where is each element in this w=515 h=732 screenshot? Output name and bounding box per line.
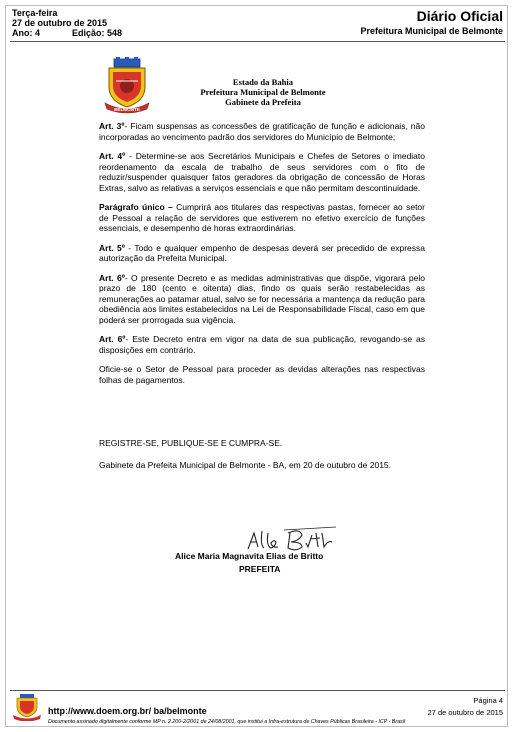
belmonte-crest-small-icon	[11, 693, 43, 721]
article-paragraph	[99, 121, 425, 142]
site-link[interactable]: http://www.doem.org.br/ ba/belmonte	[48, 706, 207, 716]
footer-divider	[10, 690, 505, 691]
article-label: Art. 6º	[99, 334, 126, 344]
article-text: - Este Decreto entra em vigor na data de sua publicação, revogando-se as disposições em contrário.	[99, 334, 425, 355]
article-text: Cumprirá aos titulares das respectivas pastas, fornecer ao setor de Pessoal a relação de servidores que estiverem no efetivo exercício de funções essenciais, e desempenho de horas extraordinárias.	[99, 202, 425, 233]
issue-year: Ano: 4	[12, 28, 40, 38]
oficie-paragraph: Oficie-se o Setor de Pessoal para proceder as devidas alterações nas respectivas folhas de pagamentos.	[99, 364, 425, 385]
gabinete-line: Gabinete da Prefeita Municipal de Belmonte - BA, em 20 de outubro de 2015.	[99, 460, 392, 470]
article-label: Parágrafo único –	[99, 202, 173, 212]
masthead	[360, 8, 503, 37]
issue-date: 27 de outubro de 2015	[12, 18, 108, 28]
issue-weekday: Terça-feira	[12, 8, 58, 18]
article-label: Art. 6º	[99, 272, 125, 283]
article-paragraph	[99, 273, 425, 326]
belmonte-crest-icon	[102, 57, 152, 115]
article-text: - Todo e qualquer empenho de despesas deverá ser precedido de expressa autorização da Prefeita Municipal.	[99, 242, 425, 263]
article-paragraph	[99, 243, 425, 264]
page-title: Diário Oficial	[416, 8, 503, 24]
digital-signature-note: Documento assinado digitalmente conforme MP n. 2.200-2/2001 de 24/08/2001, que institui a Infra-estrutura de Chaves Públicas Brasileira - ICP - Brasil	[48, 719, 406, 725]
signatory-name: Alice Maria Magnavita Elias de Britto	[175, 551, 324, 561]
article-label: Art. 5º	[99, 242, 125, 253]
government-heading	[150, 77, 376, 107]
article-text: - Determine-se aos Secretários Municipais e Chefes de Setores o imediato reordenamento da escala de trabalho de seus servidores com o fito de reduzir/suspender quaisquer fatos geradores da obrigação de concessão de Horas Extras, salvo as relativas a serviços essenciais e que não permitam descontinuidade.	[99, 151, 426, 193]
footer-date: 27 de outubro de 2015	[427, 708, 503, 717]
article-paragraph	[99, 334, 425, 355]
crest-banner-text: BELMONTE	[114, 107, 140, 112]
registre-line: REGISTRE-SE, PUBLIQUE-SE E CUMPRA-SE.	[99, 438, 283, 448]
article-label: Art. 3º	[99, 121, 125, 131]
article-paragraph	[99, 151, 425, 193]
office-name: Gabinete da Prefeita	[225, 97, 301, 107]
article-label: Art. 4º	[99, 151, 126, 161]
article-paragraph	[99, 202, 425, 234]
municipality-name: Prefeitura Municipal de Belmonte	[200, 87, 326, 97]
page-number: Página 4	[473, 696, 503, 705]
header-divider	[10, 41, 505, 42]
article-text: - Ficam suspensas as concessões de gratificação de função e adicionais, não incorporadas ao vencimento padrão dos servidores do Município de Belmonte;	[99, 121, 425, 142]
signatory-title: PREFEITA	[239, 564, 281, 574]
decree-body	[99, 121, 425, 394]
issue-edition: Edição: 548	[72, 28, 123, 38]
issue-info	[12, 8, 122, 38]
article-text: - O presente Decreto e as medidas administrativas que dispõe, vigorará pelo prazo de 180 (cento e oitenta) dias, findo os quais serão restabelecidas as remunerações ao patamar atual, salvo se for necessária a mantença da redução para obediência aos limites estabelecidos na Lei de Responsabilidade Fiscal, caso em que poderá ser prorrogada sua vigência.	[99, 272, 425, 325]
page-subtitle: Prefeitura Municipal de Belmonte	[360, 26, 503, 36]
state-name: Estado da Bahia	[232, 77, 294, 87]
